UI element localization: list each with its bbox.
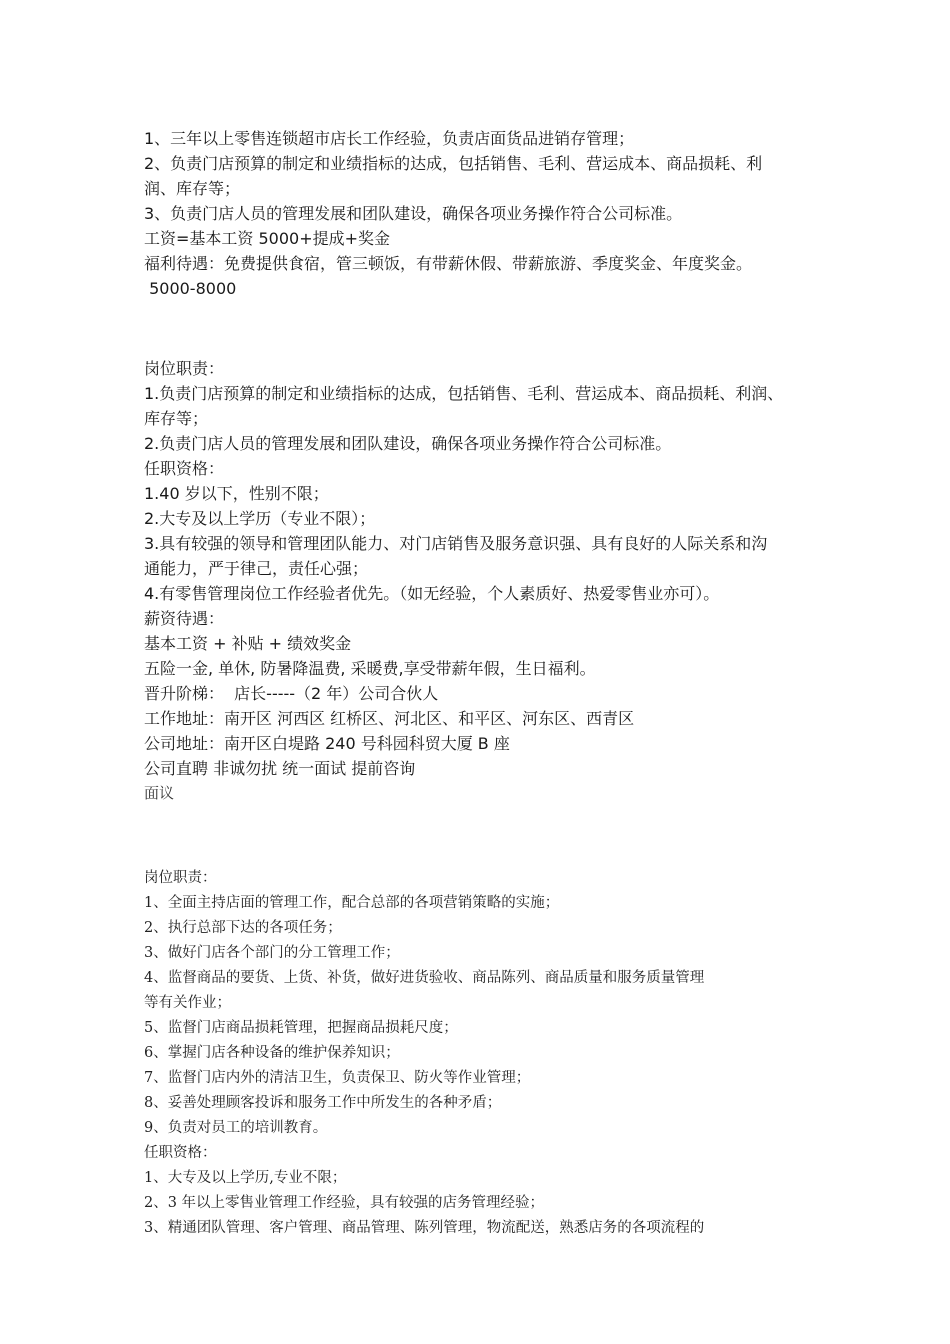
section-spacer [144,806,834,866]
text-line: 6、掌握门店各种设备的维护保养知识； [144,1045,400,1061]
text-line: 五险一金, 单休, 防暑降温费, 采暖费,享受带薪年假，生日福利。 [144,659,596,678]
text-line: 9、负责对员工的培训教育。 [144,1120,328,1136]
job-listing-1 [144,126,834,301]
section-spacer [144,301,834,356]
text-line: 2.负责门店人员的管理发展和团队建设，确保各项业务操作符合公司标准。 [144,434,672,453]
text-line: 3、精通团队管理、客户管理、商品管理、陈列管理，物流配送，熟悉店务的各项流程的 [144,1220,705,1236]
text-line: 库存等； [144,409,209,428]
text-line: 4.有零售管理岗位工作经验者优先。（如无经验，个人素质好、热爱零售业亦可）。 [144,584,720,603]
text-line: 3、负责门店人员的管理发展和团队建设，确保各项业务操作符合公司标准。 [144,204,683,223]
text-line: 1、三年以上零售连锁超市店长工作经验，负责店面货品进销存管理； [144,129,635,148]
text-line: 1、全面主持店面的管理工作，配合总部的各项营销策略的实施； [144,895,560,911]
text-line: 等有关作业； [144,995,231,1011]
work-address: 工作地址：南开区 河西区 红桥区、河北区、和平区、河东区、西青区 [144,709,635,728]
salary-range: 5000-8000 [144,279,237,298]
heading-salary: 薪资待遇： [144,609,225,628]
salary-formula: 工资=基本工资 5000+提成+奖金 [144,229,391,248]
heading-qualifications: 任职资格： [144,1145,217,1161]
text-line: 2.大专及以上学历（专业不限）； [144,509,376,528]
text-line: 4、监督商品的要货、上货、补货，做好进货验收、商品陈列、商品质量和服务质量管理 [144,970,705,986]
text-line: 公司直聘 非诚勿扰 统一面试 提前咨询 [144,759,416,778]
text-line: 2、负责门店预算的制定和业绩指标的达成，包括销售、毛利、营运成本、商品损耗、利 [144,154,763,173]
heading-qualifications: 任职资格： [144,459,225,478]
text-line: 润、库存等； [144,179,241,198]
text-line: 通能力，严于律己，责任心强； [144,559,369,578]
company-address: 公司地址：南开区白堤路 240 号科园科贸大厦 B 座 [144,734,510,753]
text-line: 2、执行总部下达的各项任务； [144,920,342,936]
text-line: 7、监督门店内外的清洁卫生，负责保卫、防火等作业管理； [144,1070,531,1086]
promotion-path: 晋升阶梯： 店长-----（2 年）公司合伙人 [144,684,439,703]
text-line: 3、做好门店各个部门的分工管理工作； [144,945,400,961]
text-line: 5、监督门店商品损耗管理，把握商品损耗尺度； [144,1020,458,1036]
benefits-line: 福利待遇：免费提供食宿，管三顿饭，有带薪休假、带薪旅游、季度奖金、年度奖金。 [144,254,753,273]
heading-job-duties: 岗位职责： [144,359,225,378]
text-line: 8、妥善处理顾客投诉和服务工作中所发生的各种矛盾； [144,1095,502,1111]
heading-job-duties: 岗位职责： [144,870,217,886]
text-line: 3.具有较强的领导和管理团队能力、对门店销售及服务意识强、具有良好的人际关系和沟 [144,534,768,553]
text-line: 1、大专及以上学历,专业不限； [144,1170,347,1186]
text-line: 2、3 年以上零售业管理工作经验，具有较强的店务管理经验； [144,1195,545,1211]
text-line: 1.负责门店预算的制定和业绩指标的达成，包括销售、毛利、营运成本、商品损耗、利润、 [144,384,784,403]
job-listing-3 [144,866,834,1241]
salary-negotiable: 面议 [144,784,175,802]
text-line: 基本工资 + 补贴 + 绩效奖金 [144,634,352,653]
job-listing-2 [144,356,834,806]
text-line: 1.40 岁以下，性别不限； [144,484,329,503]
document-page [144,126,834,1241]
